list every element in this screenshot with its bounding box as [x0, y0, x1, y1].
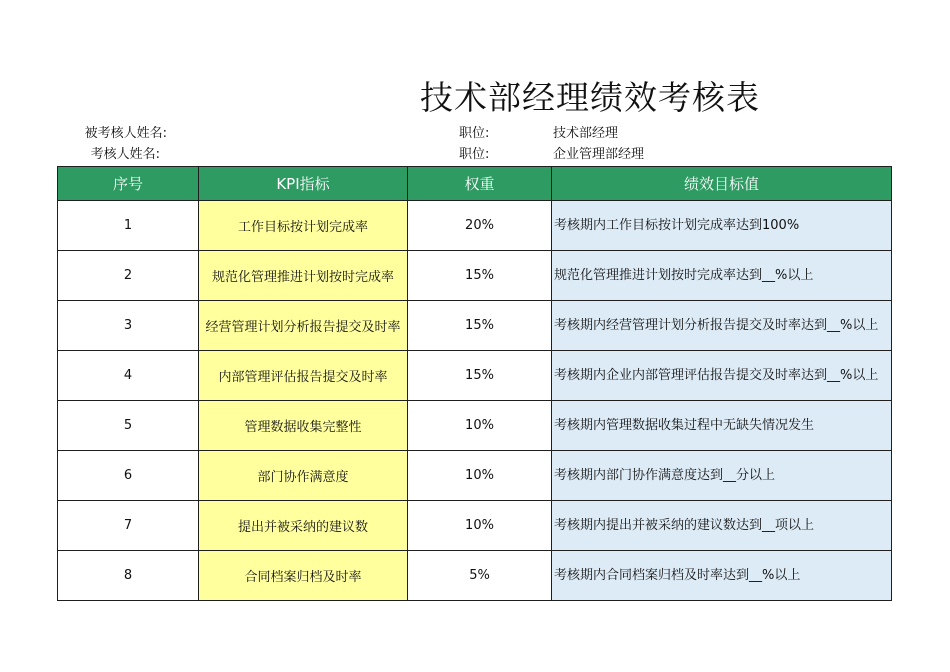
table-header-row [58, 167, 892, 201]
table-row [58, 451, 892, 501]
table-row [58, 251, 892, 301]
cell-seq: 4 [58, 351, 199, 401]
cell-target: 考核期内经营管理计划分析报告提交及时率达到__%以上 [552, 301, 892, 351]
cell-weight: 10% [408, 401, 552, 451]
header-weight: 权重 [408, 167, 552, 201]
header-target: 绩效目标值 [552, 167, 892, 201]
cell-seq: 7 [58, 501, 199, 551]
cell-seq: 8 [58, 551, 199, 601]
kpi-table [57, 166, 892, 601]
table-row [58, 201, 892, 251]
table-row [58, 351, 892, 401]
cell-weight: 15% [408, 351, 552, 401]
cell-weight: 10% [408, 501, 552, 551]
cell-seq: 6 [58, 451, 199, 501]
header-kpi: KPI指标 [199, 167, 408, 201]
cell-seq: 5 [58, 401, 199, 451]
assessor-label: 考核人姓名: [90, 147, 160, 162]
cell-target: 考核期内提出并被采纳的建议数达到__项以上 [552, 501, 892, 551]
table-row [58, 301, 892, 351]
page-title: 技术部经理绩效考核表 [420, 78, 760, 117]
cell-target: 考核期内部门协作满意度达到__分以上 [552, 451, 892, 501]
cell-seq: 1 [58, 201, 199, 251]
header-seq: 序号 [58, 167, 199, 201]
position-value-2: 企业管理部经理 [553, 147, 645, 162]
cell-target: 考核期内合同档案归档及时率达到__%以上 [552, 551, 892, 601]
table-row [58, 501, 892, 551]
cell-kpi: 合同档案归档及时率 [199, 551, 408, 601]
cell-kpi: 规范化管理推进计划按时完成率 [199, 251, 408, 301]
cell-kpi: 部门协作满意度 [199, 451, 408, 501]
cell-weight: 20% [408, 201, 552, 251]
position-label-2: 职位: [459, 147, 490, 162]
cell-weight: 5% [408, 551, 552, 601]
cell-kpi: 管理数据收集完整性 [199, 401, 408, 451]
cell-kpi: 工作目标按计划完成率 [199, 201, 408, 251]
cell-seq: 3 [58, 301, 199, 351]
cell-seq: 2 [58, 251, 199, 301]
assessee-label: 被考核人姓名: [84, 126, 167, 141]
cell-target: 考核期内企业内部管理评估报告提交及时率达到__%以上 [552, 351, 892, 401]
table-row [58, 551, 892, 601]
cell-weight: 10% [408, 451, 552, 501]
cell-target: 考核期内工作目标按计划完成率达到100% [552, 201, 892, 251]
cell-weight: 15% [408, 251, 552, 301]
cell-kpi: 提出并被采纳的建议数 [199, 501, 408, 551]
cell-kpi: 经营管理计划分析报告提交及时率 [199, 301, 408, 351]
position-label-1: 职位: [459, 126, 490, 141]
cell-kpi: 内部管理评估报告提交及时率 [199, 351, 408, 401]
cell-target: 考核期内管理数据收集过程中无缺失情况发生 [552, 401, 892, 451]
cell-weight: 15% [408, 301, 552, 351]
table-row [58, 401, 892, 451]
position-value-1: 技术部经理 [553, 126, 619, 141]
cell-target: 规范化管理推进计划按时完成率达到__%以上 [552, 251, 892, 301]
